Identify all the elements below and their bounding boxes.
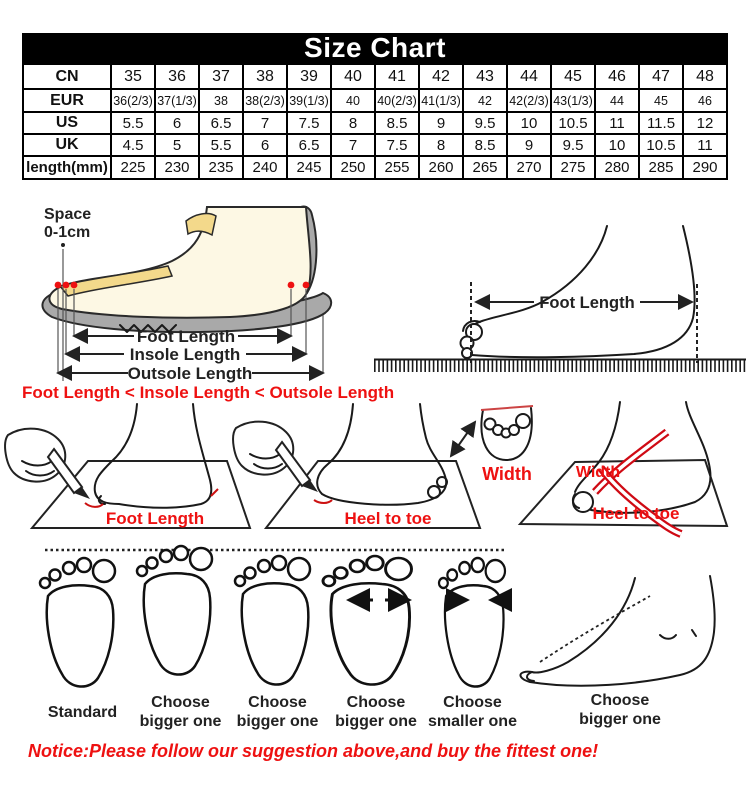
row-label: length(mm): [23, 156, 111, 179]
size-cell: 10.5: [551, 112, 595, 134]
footprint-label-bigger-3: Choose bigger one: [335, 694, 417, 730]
size-conversion-table: [22, 63, 728, 180]
size-cell: 7: [243, 112, 287, 134]
shoe-cross-section-illustration: [20, 197, 380, 387]
footprint-wide: [323, 556, 412, 685]
row-label: CN: [23, 64, 111, 89]
size-cell: 45: [551, 64, 595, 89]
footprint-label-smaller: Choose smaller one: [428, 694, 517, 730]
space-pointer-dot: [61, 243, 65, 247]
size-cell: 36: [155, 64, 199, 89]
size-cell: 260: [419, 156, 463, 179]
foot-on-ruler-illustration: [372, 226, 748, 378]
row-label: EUR: [23, 89, 111, 112]
size-cell: 46: [683, 89, 727, 112]
space-label: Space: [44, 206, 92, 223]
size-cell: 43: [463, 64, 507, 89]
size-cell: 6.5: [199, 112, 243, 134]
size-cell: 7.5: [287, 112, 331, 134]
svg-text:Outsole Length: Outsole Length: [127, 364, 253, 383]
size-cell: 8.5: [375, 112, 419, 134]
footprint-comparison-illustration: [15, 542, 535, 710]
measure-arrow-insole-length: [66, 345, 306, 364]
size-cell: 38: [199, 89, 243, 112]
size-cell: 43(1/3): [551, 89, 595, 112]
size-cell: 9: [419, 112, 463, 134]
ruler: [374, 360, 746, 367]
size-cell: 290: [683, 156, 727, 179]
foot-side-outline: [520, 576, 714, 686]
size-cell: 38: [243, 64, 287, 89]
size-row-UK: [23, 134, 727, 156]
size-cell: 9.5: [463, 112, 507, 134]
heel-to-toe-label: Heel to toe: [592, 504, 680, 523]
footprint-label-high-instep: Choose bigger one: [579, 692, 661, 728]
footprint-label-bigger-1: Choose bigger one: [139, 694, 222, 730]
space-value: 0-1cm: [44, 224, 91, 241]
size-cell: 10: [595, 134, 639, 156]
panel-label: Foot Length: [105, 509, 205, 528]
size-cell: 5.5: [199, 134, 243, 156]
footprint-narrow: [439, 558, 505, 687]
footprint-tall: [235, 556, 310, 685]
size-cell: 40(2/3): [375, 89, 419, 112]
size-cell: 270: [507, 156, 551, 179]
size-cell: 6: [155, 112, 199, 134]
size-cell: 48: [683, 64, 727, 89]
footprint-label-bigger-2: Choose bigger one: [236, 694, 319, 730]
size-cell: 37: [199, 64, 243, 89]
size-cell: 6.5: [287, 134, 331, 156]
size-cell: 41(1/3): [419, 89, 463, 112]
footprint-long-toe: [137, 546, 212, 675]
size-cell: 44: [507, 64, 551, 89]
size-cell: 35: [111, 64, 155, 89]
size-chart-title-bar: [22, 33, 728, 63]
hand-with-pen-icon: [5, 429, 90, 499]
instep-dotted-line: [540, 596, 650, 662]
size-cell: 11.5: [639, 112, 683, 134]
size-cell: 42: [463, 89, 507, 112]
size-cell: 41: [375, 64, 419, 89]
size-cell: 250: [331, 156, 375, 179]
panel-label: Heel to toe: [344, 509, 432, 528]
size-cell: 240: [243, 156, 287, 179]
size-cell: 45: [639, 89, 683, 112]
size-cell: 47: [639, 64, 683, 89]
size-cell: 255: [375, 156, 419, 179]
size-row-EUR: [23, 89, 727, 112]
size-cell: 46: [595, 64, 639, 89]
size-cell: 38(2/3): [243, 89, 287, 112]
footprint-label-standard: Standard: [47, 704, 118, 721]
trace-foot-length-illustration: [15, 404, 260, 534]
size-cell: 4.5: [111, 134, 155, 156]
size-row-US: [23, 112, 727, 134]
size-cell: 37(1/3): [155, 89, 199, 112]
size-cell: 10: [507, 112, 551, 134]
size-cell: 42: [419, 64, 463, 89]
size-row-length(mm): [23, 156, 727, 179]
row-label: UK: [23, 134, 111, 156]
size-cell: 5: [155, 134, 199, 156]
size-cell: 265: [463, 156, 507, 179]
size-cell: 230: [155, 156, 199, 179]
size-cell: 11: [683, 134, 727, 156]
size-cell: 275: [551, 156, 595, 179]
size-cell: 235: [199, 156, 243, 179]
size-cell: 11: [595, 112, 639, 134]
svg-text:Insole Length: Insole Length: [129, 345, 241, 364]
size-cell: 9.5: [551, 134, 595, 156]
size-cell: 36(2/3): [111, 89, 155, 112]
tape-measure-foot-illustration: [515, 402, 750, 535]
size-cell: 8: [419, 134, 463, 156]
size-cell: 245: [287, 156, 331, 179]
panel-label: Width: [482, 464, 532, 484]
size-cell: 42(2/3): [507, 89, 551, 112]
size-cell: 10.5: [639, 134, 683, 156]
size-cell: 8.5: [463, 134, 507, 156]
size-cell: 285: [639, 156, 683, 179]
size-cell: 6: [243, 134, 287, 156]
size-cell: 40: [331, 64, 375, 89]
size-cell: 5.5: [111, 112, 155, 134]
measure-arrow-outsole-length: [58, 364, 323, 383]
size-cell: 280: [595, 156, 639, 179]
foot-sole-outline: [472, 226, 695, 357]
footprint-standard: [40, 558, 115, 687]
tongue-pad-shape: [186, 214, 216, 235]
notice-text: Notice:Please follow our suggestion above,and buy the fittest one!: [28, 741, 599, 761]
size-cell: 39(1/3): [287, 89, 331, 112]
high-instep-foot-illustration: [510, 572, 745, 690]
size-cell: 12: [683, 112, 727, 134]
svg-text:Foot Length: Foot Length: [136, 327, 236, 346]
size-cell: 44: [595, 89, 639, 112]
size-row-CN: [23, 64, 727, 89]
measure-arrow-ruler-foot-length: [476, 294, 692, 312]
width-label: Width: [575, 464, 621, 481]
size-cell: 9: [507, 134, 551, 156]
svg-text:Foot Length: Foot Length: [539, 294, 635, 312]
length-comparison-text: Foot Length < Insole Length < Outsole Length: [22, 383, 395, 402]
row-label: US: [23, 112, 111, 134]
size-cell: 39: [287, 64, 331, 89]
size-cell: 7.5: [375, 134, 419, 156]
size-cell: 7: [331, 134, 375, 156]
foot-side-outline: [470, 226, 608, 338]
size-cell: 8: [331, 112, 375, 134]
size-chart-title: Size Chart: [304, 32, 446, 63]
size-cell: 225: [111, 156, 155, 179]
size-cell: 40: [331, 89, 375, 112]
